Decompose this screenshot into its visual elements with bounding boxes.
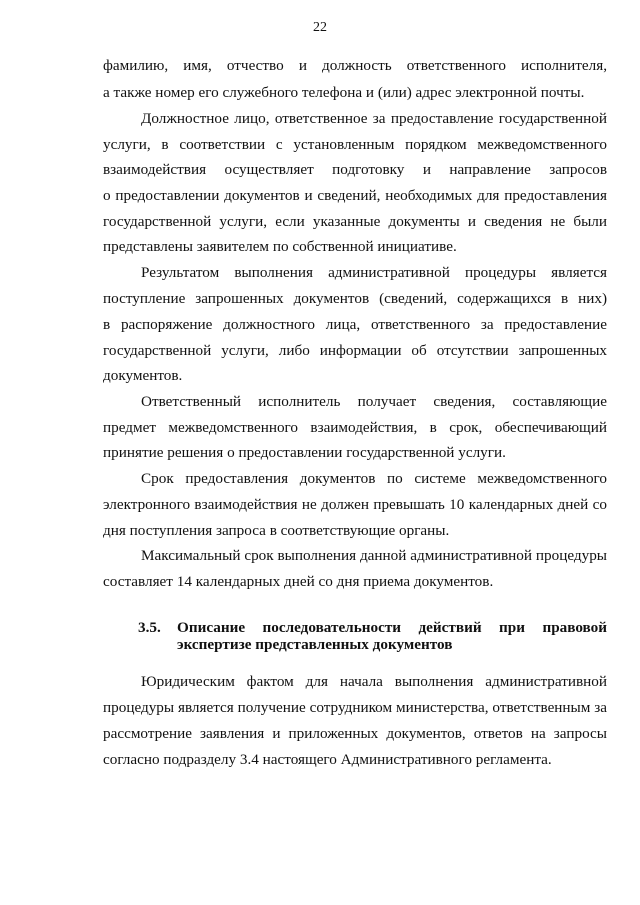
paragraph-line: процедуры является получение сотрудником министерства, ответственным за: [103, 699, 607, 716]
paragraph-line: принятие решения о предоставлении государственной услуги.: [103, 444, 506, 461]
paragraph-line: Ответственный исполнитель получает сведения, составляющие: [141, 393, 607, 410]
paragraph-line: в распоряжение должностного лица, ответственного за предоставление: [103, 316, 607, 333]
paragraph-line: предмет межведомственного взаимодействия, в срок, обеспечивающий: [103, 419, 607, 436]
paragraph-line: составляет 14 календарных дней со дня приема документов.: [103, 573, 494, 590]
section-title-line: Описание последовательности действий при правовой: [177, 619, 607, 636]
paragraph-line: согласно подразделу 3.4 настоящего Административного регламента.: [103, 751, 552, 768]
paragraph-line: представлены заявителем по собственной инициативе.: [103, 238, 457, 255]
paragraph-line: Должностное лицо, ответственное за предоставление государственной: [141, 110, 607, 127]
paragraph-line: а также номер его служебного телефона и (или) адрес электронной почты.: [103, 84, 585, 101]
paragraph-line: дня поступления запроса в соответствующие органы.: [103, 522, 450, 539]
paragraph-line: Результатом выполнения административной процедуры является: [141, 264, 607, 281]
paragraph-line: Максимальный срок выполнения данной административной процедуры: [141, 547, 607, 564]
paragraph-line: поступление запрошенных документов (сведений, содержащихся в них): [103, 290, 607, 307]
paragraph-line: государственной услуги, если указанные документы и сведения не были: [103, 213, 607, 230]
section-title-line: экспертизе представленных документов: [177, 636, 453, 653]
paragraph-line: электронного взаимодействия не должен превышать 10 календарных дней со: [103, 496, 607, 513]
paragraph-line: Юридическим фактом для начала выполнения административной: [141, 673, 607, 690]
section-number: 3.5.: [138, 619, 161, 636]
paragraph-line: фамилию, имя, отчество и должность ответственного исполнителя,: [103, 57, 607, 74]
paragraph-line: рассмотрение заявления и приложенных документов, ответов на запросы: [103, 725, 607, 742]
page-number: 22: [313, 20, 327, 35]
paragraph-line: Срок предоставления документов по системе межведомственного: [141, 470, 607, 487]
paragraph-line: документов.: [103, 367, 183, 384]
paragraph-line: услуги, в соответствии с установленным порядком межведомственного: [103, 136, 607, 153]
paragraph-line: государственной услуги, либо информации об отсутствии запрошенных: [103, 342, 607, 359]
paragraph-line: взаимодействия осуществляет подготовку и направление запросов: [103, 161, 607, 178]
paragraph-line: о предоставлении документов и сведений, необходимых для предоставления: [103, 187, 607, 204]
